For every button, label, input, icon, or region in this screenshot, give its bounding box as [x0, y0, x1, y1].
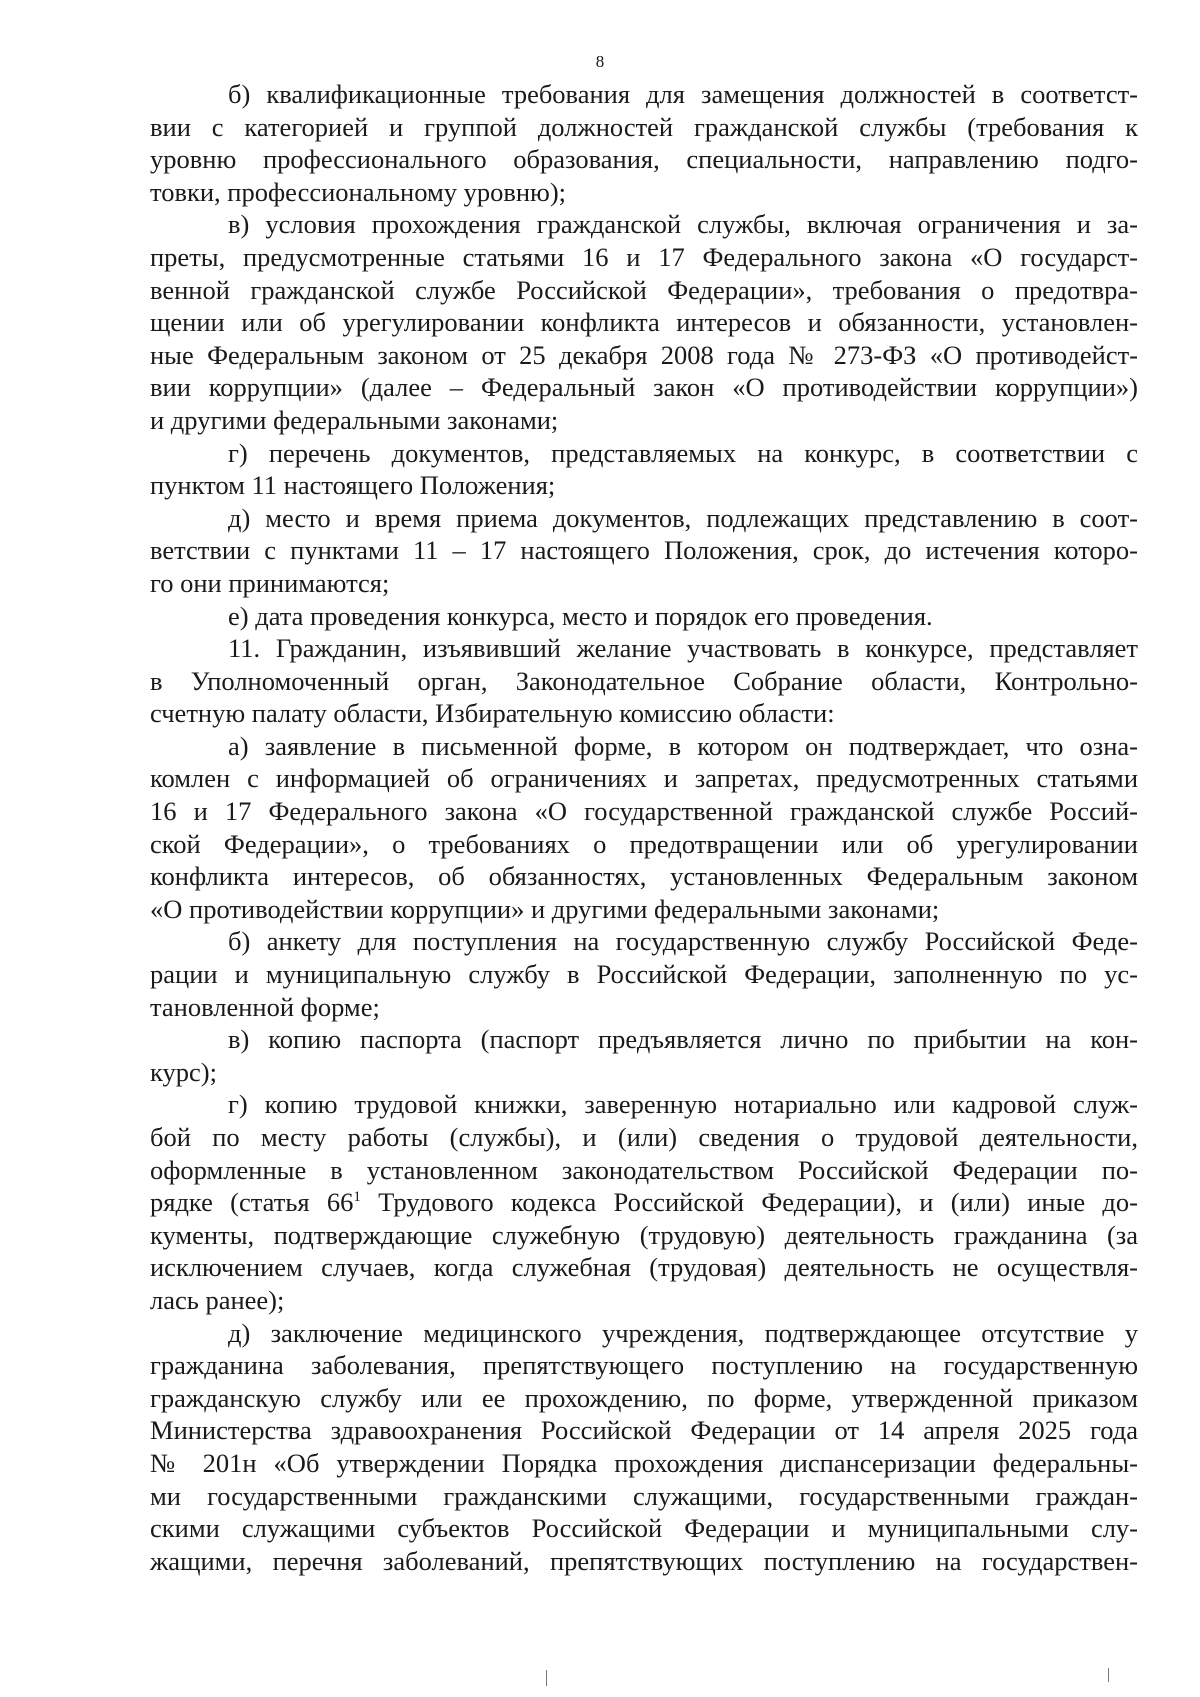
text-line: ные Федеральным законом от 25 декабря 2008 года № 273-ФЗ «О противодейст-	[150, 339, 1138, 370]
text-line: е) дата проведения конкурса, место и порядок его проведения.	[228, 600, 933, 631]
text-line: жащими, перечня заболеваний, препятствующих поступлению на государствен-	[150, 1545, 1138, 1576]
document-body	[150, 78, 1138, 1577]
text-line: рядке (статья $66^1$ Трудового кодекса Российской Федерации), и (или) иные до-	[150, 1187, 1138, 1218]
text-line: щении или об урегулировании конфликта интересов и обязанности, установлен-	[150, 307, 1138, 338]
text-line: преты, предусмотренные статьями 16 и 17 Федерального закона «О государст-	[150, 241, 1138, 272]
text-line: рации и муниципальную службу в Российской Федерации, заполненную по ус-	[150, 959, 1138, 990]
text-line: пунктом 11 настоящего Положения;	[150, 470, 556, 501]
superscript-mark: 1	[353, 1189, 361, 1206]
paragraph-v-pasport	[150, 1023, 1138, 1088]
paragraph-a-zayav	[150, 730, 1138, 926]
text-line: в) условия прохождения гражданской службы, включая ограничения и за-	[228, 209, 1138, 240]
text-line: гражданскую службу или ее прохождению, по форме, утвержденной приказом	[150, 1382, 1138, 1413]
text-line: б) анкету для поступления на государственную службу Российской Феде-	[228, 926, 1138, 957]
text-line: тановленной форме;	[150, 991, 380, 1022]
text-line: оформленные в установленном законодательством Российской Федерации по-	[150, 1154, 1138, 1185]
text-line: и другими федеральными законами;	[150, 404, 559, 435]
text-line: ми государственными гражданскими служащими, государственными граждан-	[150, 1480, 1138, 1511]
text-line: счетную палату области, Избирательную комиссию области:	[150, 698, 835, 729]
text-line: а) заявление в письменной форме, в котором он подтверждает, что озна-	[228, 730, 1138, 761]
text-line: лась ранее);	[150, 1284, 285, 1315]
text-line: в Уполномоченный орган, Законодательное Собрание области, Контрольно-	[150, 665, 1138, 696]
text-line: вии коррупции» (далее – Федеральный закон «О противодействии коррупции»)	[150, 372, 1138, 403]
paragraph-b-qual	[150, 78, 1138, 208]
paragraph-d-med	[150, 1317, 1138, 1578]
page-number: 8	[595, 52, 605, 71]
text-line: кументы, подтверждающие служебную (трудовую) деятельность гражданина (за	[150, 1219, 1138, 1250]
text-line: бой по месту работы (службы), и (или) сведения о трудовой деятельности,	[150, 1122, 1138, 1152]
text-line: г) копию трудовой книжки, заверенную нотариально или кадровой служ-	[228, 1089, 1138, 1120]
text-line: Министерства здравоохранения Российской Федерации от 14 апреля 2025 года	[150, 1415, 1138, 1446]
text-line: в) копию паспорта (паспорт предъявляется лично по прибытии на кон-	[228, 1024, 1138, 1055]
text-line: б) квалификационные требования для замещения должностей в соответст-	[228, 79, 1138, 109]
text-line: 16 и 17 Федерального закона «О государственной гражданской службе Россий-	[150, 796, 1138, 827]
text-line: исключением случаев, когда служебная (трудовая) деятельность не осуществля-	[150, 1252, 1138, 1283]
text-line: венной гражданской службе Российской Федерации», требования о предотвра-	[150, 274, 1138, 305]
paragraph-g-trud	[150, 1088, 1138, 1316]
text-line: д) место и время приема документов, подлежащих представлению в соот-	[228, 502, 1138, 533]
text-line: го они принимаются;	[150, 567, 390, 598]
text-line: уровню профессионального образования, специальности, направлению подго-	[150, 144, 1138, 175]
text-line: вии с категорией и группой должностей гражданской службы (требования к	[150, 111, 1138, 142]
paragraph-d-mesto	[150, 502, 1138, 600]
text-line: 11. Гражданин, изъявивший желание участвовать в конкурсе, представляет	[228, 633, 1138, 664]
paragraph-b-anketa	[150, 925, 1138, 1023]
text-line: г) перечень документов, представляемых на конкурс, в соответствии с	[228, 437, 1138, 468]
paragraph-e-data	[150, 600, 1138, 633]
text-line: № 201н «Об утверждении Порядка прохождения диспансеризации федеральны-	[150, 1447, 1138, 1478]
text-line: товки, профессиональному уровню);	[150, 176, 567, 207]
scan-artifact-mark	[1108, 1668, 1109, 1682]
paragraph-p11	[150, 632, 1138, 730]
text-line: курс);	[150, 1056, 217, 1087]
text-line: комлен с информацией об ограничениях и запретах, предусмотренных статьями	[150, 763, 1138, 794]
text-line: гражданина заболевания, препятствующего поступлению на государственную	[150, 1350, 1138, 1381]
text-line: конфликта интересов, об обязанностях, установленных Федеральным законом	[150, 861, 1138, 892]
text-line: д) заключение медицинского учреждения, подтверждающее отсутствие у	[228, 1317, 1138, 1348]
text-line: ской Федерации», о требованиях о предотвращении или об урегулировании	[150, 828, 1138, 859]
paragraph-v-usl	[150, 208, 1138, 436]
text-line: ветствии с пунктами 11 – 17 настоящего Положения, срок, до истечения которо-	[150, 535, 1138, 566]
paragraph-g-perech	[150, 437, 1138, 502]
scan-artifact-mark	[546, 1670, 547, 1686]
text-line: скими служащими субъектов Российской Федерации и муниципальными слу-	[150, 1513, 1138, 1544]
text-line: «О противодействии коррупции» и другими федеральными законами;	[150, 893, 940, 924]
